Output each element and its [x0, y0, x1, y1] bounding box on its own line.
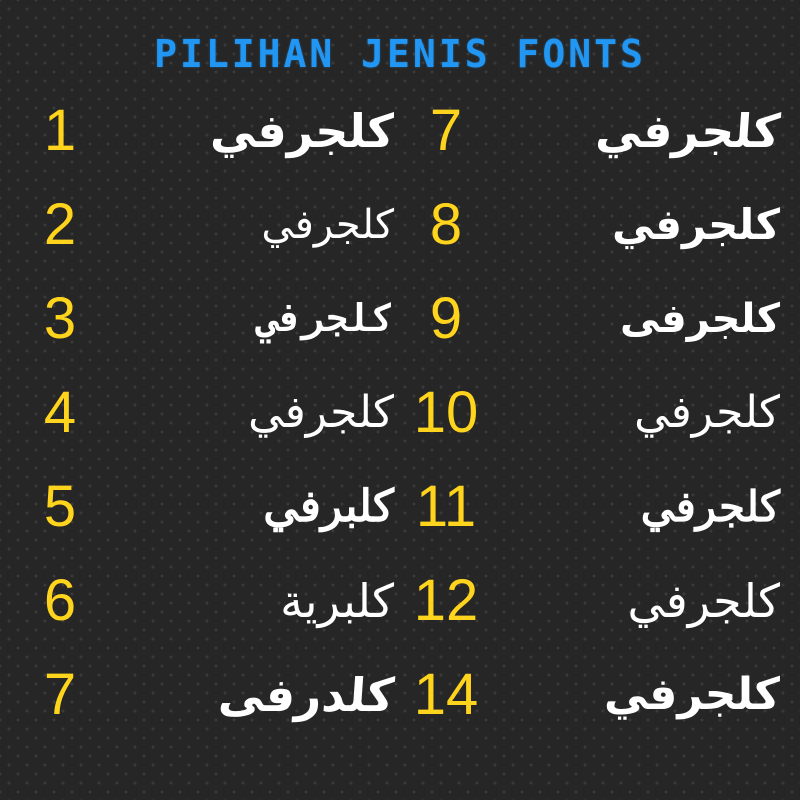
page-title: PILIHAN JENIS FONTS: [154, 32, 646, 76]
font-option-sample: كلجرفي: [210, 103, 394, 158]
font-option-row[interactable]: [14, 648, 400, 742]
font-option-number: 9: [429, 286, 463, 351]
font-option-sample: كلجرفي: [256, 296, 394, 341]
font-option-number: 3: [43, 286, 77, 351]
font-option-row[interactable]: [14, 272, 400, 366]
font-option-row[interactable]: [14, 460, 400, 554]
font-option-sample: كلجرفي: [634, 386, 780, 438]
font-option-sample: كلبرية: [280, 573, 394, 628]
font-option-sample: كلجرفي: [612, 199, 780, 249]
font-option-number: 5: [43, 474, 77, 539]
font-option-sample: كلجرفي: [640, 481, 780, 531]
font-option-row[interactable]: [14, 178, 400, 272]
font-option-sample: كلجرفى: [620, 296, 780, 342]
font-option-row[interactable]: [400, 366, 786, 460]
font-option-row[interactable]: [400, 178, 786, 272]
font-option-row[interactable]: [400, 648, 786, 742]
font-option-row[interactable]: [400, 554, 786, 648]
font-option-number: 7: [429, 98, 463, 163]
font-option-number: 10: [413, 380, 479, 445]
font-option-row[interactable]: [14, 554, 400, 648]
font-option-row[interactable]: [400, 460, 786, 554]
font-option-sample: كلجرفي: [627, 573, 780, 628]
font-option-sample: كلبرفي: [263, 480, 394, 532]
font-option-number: 4: [43, 380, 77, 445]
font-option-row[interactable]: [14, 84, 400, 178]
right-column: [400, 84, 786, 790]
font-option-number: 12: [413, 568, 479, 633]
font-option-sample: كلدرفى: [216, 667, 396, 722]
font-option-sample: كلجرفي: [594, 103, 782, 158]
font-option-sample: كلجرفي: [248, 386, 394, 438]
font-sample-columns: [0, 84, 800, 800]
font-option-number: 11: [415, 474, 477, 539]
font-option-number: 1: [43, 98, 77, 163]
left-column: [14, 84, 400, 790]
font-option-row[interactable]: [400, 272, 786, 366]
font-option-number: 7: [43, 662, 77, 727]
font-option-row[interactable]: [14, 366, 400, 460]
font-option-number: 2: [43, 192, 77, 257]
font-option-sample: كلجرفي: [261, 202, 394, 248]
font-option-sample: كلجرفي: [604, 668, 780, 720]
font-option-number: 8: [429, 192, 463, 257]
font-option-number: 14: [413, 662, 479, 727]
font-option-number: 6: [43, 568, 77, 633]
font-option-row[interactable]: [400, 84, 786, 178]
